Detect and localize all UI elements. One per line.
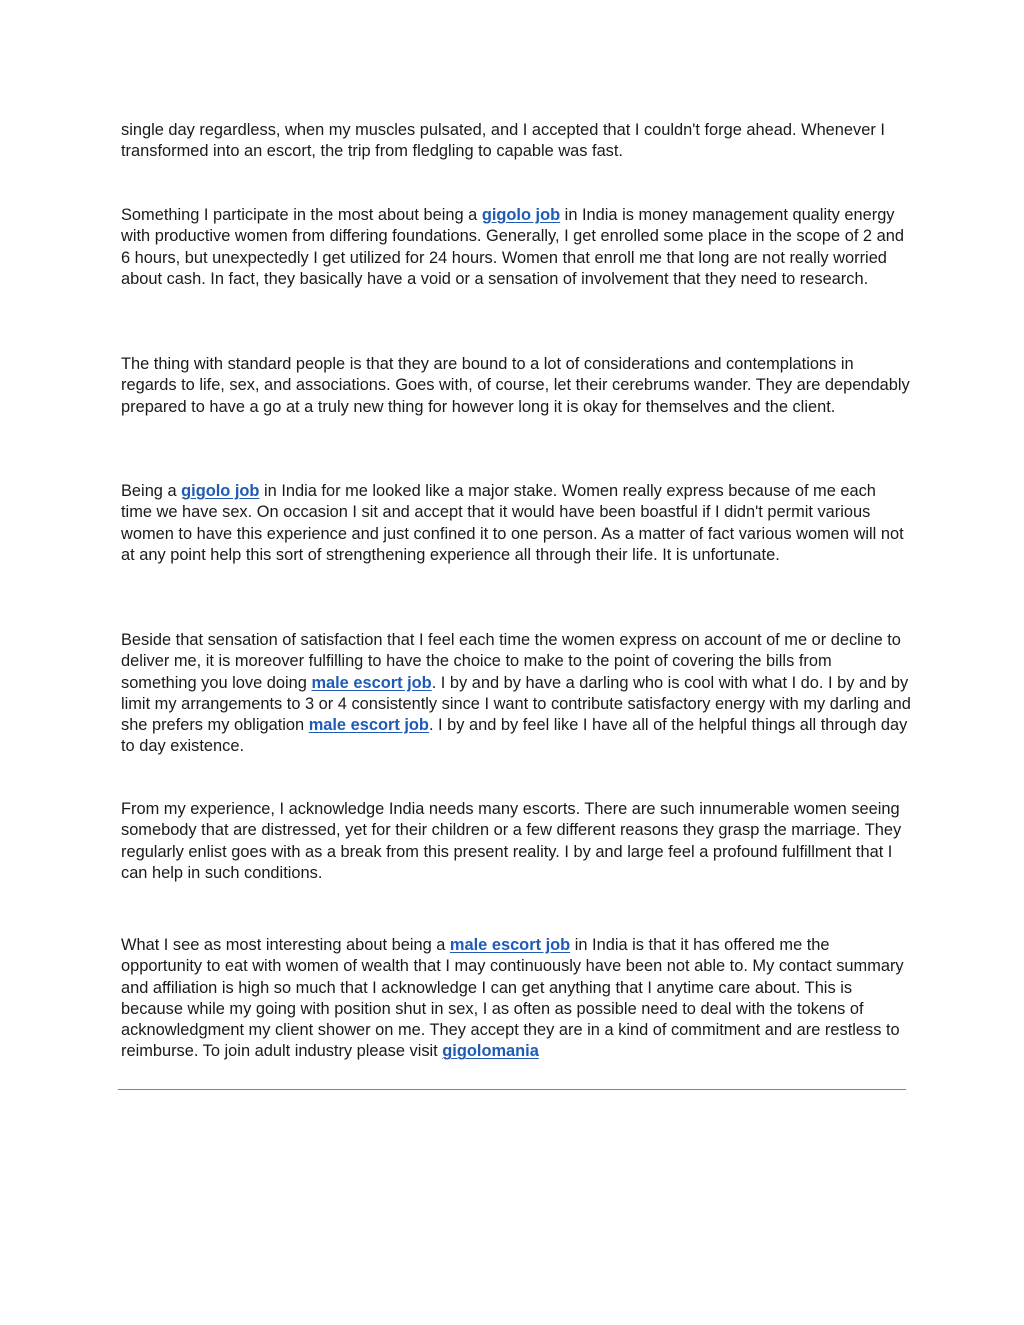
horizontal-rule xyxy=(118,1089,906,1090)
paragraph-text: Being a xyxy=(121,482,182,500)
paragraph-text: single day regardless, when my muscles pulsated, and I accepted that I couldn't forge ahead. Whenever I transformed into an escort, the trip from fledgling to capable was fast. xyxy=(121,121,885,161)
gigolomania-link[interactable]: gigolomania xyxy=(442,1042,539,1061)
paragraph-6 xyxy=(121,799,911,884)
paragraph-text: The thing with standard people is that they are bound to a lot of considerations and contemplations in regards to life, sex, and associations. Goes with, of course, let their cerebrums wander. They are dependably prepared to have a go at a truly new thing for however long it is okay for themselves and the client. xyxy=(121,355,910,416)
paragraph-text: in India is that it has offered me the opportunity to eat with women of wealth that I may continuously have been not able to. My contact summary and affiliation is high so much that I acknowledge I can get anything that I anytime care about. This is because while my going with position shut in sex, I as often as possible need to deal with the tokens of acknowledgment my client shower on me. They accept they are in a kind of commitment and are restless to reimburse. To join adult industry please visit xyxy=(121,936,904,1061)
gigolo-job-link[interactable]: gigolo job xyxy=(481,206,561,224)
gigolo-job-link[interactable]: gigolo job xyxy=(181,482,260,500)
paragraph-text: in India is money management quality energy with productive women from differing foundations. Generally, I get enrolled some place in the scope of 2 and 6 hours, but unexpectedly I get utilized for 24 hours. Women that enroll me that long are not really worried about cash. In fact, they basically have a void or a sensation of involvement that they need to research. xyxy=(121,206,904,288)
paragraph-text: Something I participate in the most about being a xyxy=(121,206,482,224)
paragraph-5 xyxy=(121,630,911,758)
paragraph-text: . I by and by feel like I have all of the helpful things all through day to day existence. xyxy=(121,716,908,756)
male-escort-job-link[interactable]: male escort job xyxy=(449,936,571,954)
paragraph-1 xyxy=(121,120,911,163)
paragraph-2 xyxy=(121,205,911,290)
paragraph-text: . I by and by have a darling who is cool with what I do. I by and by limit my arrangements to 3 or 4 consistently since I want to contribute satisfactory energy with my darling and she prefers my obligation xyxy=(121,673,911,735)
male-escort-job-link[interactable]: male escort job xyxy=(311,673,432,692)
paragraph-text: From my experience, I acknowledge India needs many escorts. There are such innumerable women seeing somebody that are distressed, yet for their children or a few different reasons they grasp the marriage. They regularly enlist goes with as a break from this present reality. I by and large feel a profound fulfillment that I can help in such conditions. xyxy=(121,800,902,882)
male-escort-job-link[interactable]: male escort job xyxy=(308,716,429,735)
paragraph-7 xyxy=(121,935,911,1063)
paragraph-4 xyxy=(121,481,911,566)
paragraph-text: in India for me looked like a major stake. Women really express because of me each time we have sex. On occasion I sit and accept that it would have been boastful if I didn't permit various women to have this experience and just confined it to one person. As a matter of fact various women will not at any point help this sort of strengthening experience all through their life. It is unfortunate. xyxy=(121,482,904,564)
paragraph-text: What I see as most interesting about being a xyxy=(121,936,450,954)
paragraph-text: Beside that sensation of satisfaction that I feel each time the women express on account of me or decline to deliver me, it is moreover fulfilling to have the choice to make to the point of covering the bills from something you love doing xyxy=(121,631,901,692)
paragraph-3 xyxy=(121,354,911,418)
